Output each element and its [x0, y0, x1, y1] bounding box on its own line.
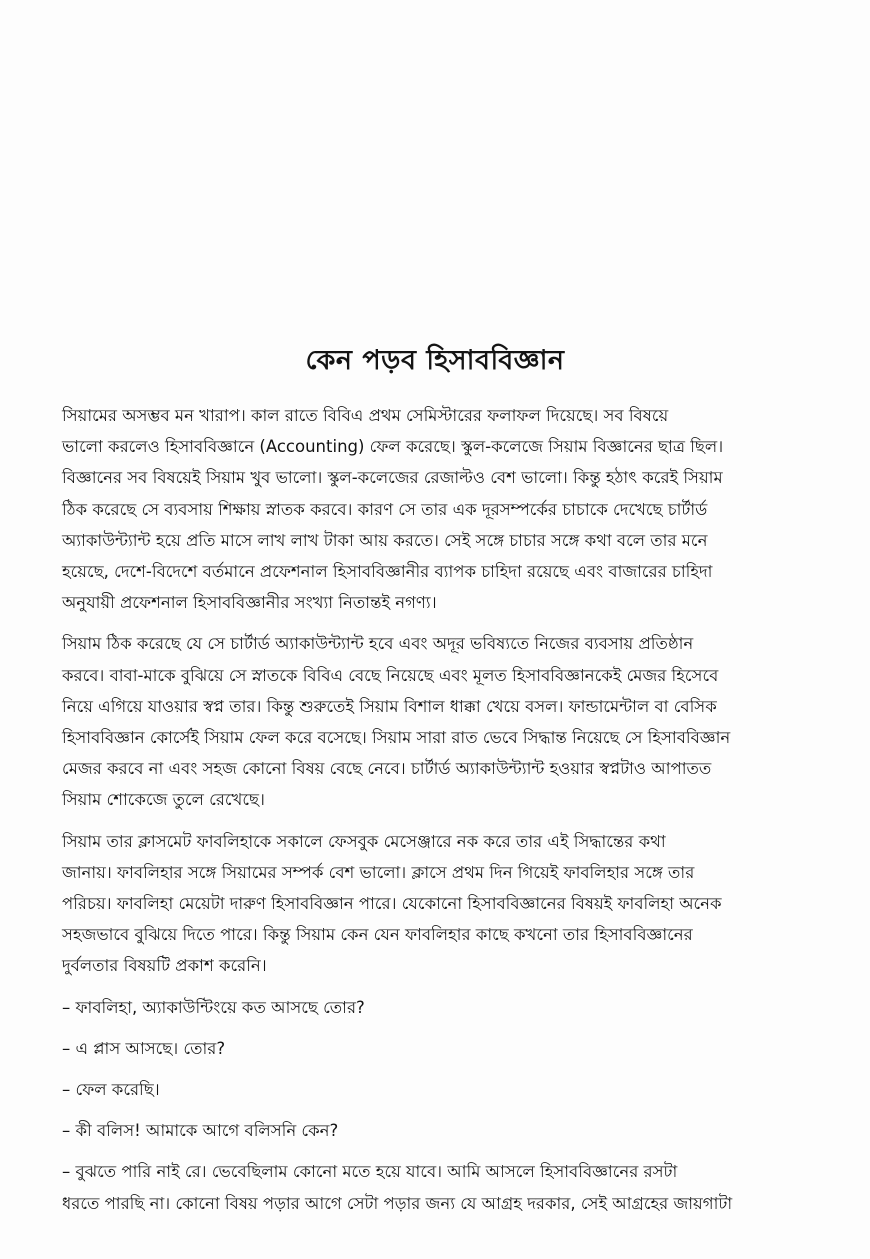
text-line: জানায়। ফাবলিহার সঙ্গে সিয়ামের সম্পর্ক বেশ ভালো। ক্লাসে প্রথম দিন গিয়েই ফাবলিহার সঙ্গে তার [62, 862, 695, 882]
text-line: সিয়াম তার ক্লাসমেট ফাবলিহাকে সকালে ফেসবুক মেসেঞ্জারে নক করে তার এই সিদ্ধান্তের কথা [62, 831, 666, 851]
dialogue-line: – ফেল করেছি। [62, 1080, 160, 1100]
text-line: – বুঝতে পারি নাই রে। ভেবেছিলাম কোনো মতে হয়ে যাবে। আমি আসলে হিসাববিজ্ঞানের রসটা [62, 1162, 678, 1182]
text-line: নিয়ে এগিয়ে যাওয়ার স্বপ্ন তার। কিন্তু শুরুতেই সিয়াম বিশাল ধাক্কা খেয়ে বসল। ফান্ডামেন্টাল বা বেসিক [62, 696, 717, 716]
chapter-title: কেন পড়ব হিসাববিজ্ঞান [305, 345, 565, 376]
text-line: সহজভাবে বুঝিয়ে দিতে পারে। কিন্তু সিয়াম কেন যেন ফাবলিহার কাছে কখনো তার হিসাববিজ্ঞানের [62, 925, 693, 945]
text-line: অ্যাকাউন্ট্যান্ট হয়ে প্রতি মাসে লাখ লাখ টাকা আয় করতে। সেই সঙ্গে চাচার সঙ্গে কথা বলে তার মনে [62, 530, 708, 550]
text-line: ভালো করলেও হিসাববিজ্ঞানে (Accounting) ফেল করেছে। স্কুল-কলেজে সিয়াম বিজ্ঞানের ছাত্র ছিল। [62, 437, 724, 457]
text-line: ধরতে পারছি না। কোনো বিষয় পড়ার আগে সেটা পড়ার জন্য যে আগ্রহ দরকার, সেই আগ্রহের জায়গাটা [62, 1193, 733, 1213]
paragraph-last [62, 1156, 814, 1218]
paragraph-2 [62, 628, 814, 815]
paragraph-3 [62, 826, 814, 982]
text-line: করবে। বাবা-মাকে বুঝিয়ে সে স্নাতকে বিবিএ বেছে নিয়েছে এবং মূলত হিসাববিজ্ঞানকেই মেজর হিসেবে [62, 665, 719, 685]
text-line: মেজর করবে না এবং সহজ কোনো বিষয় বেছে নেবে। চার্টার্ড অ্যাকাউন্ট্যান্ট হওয়ার স্বপ্নটাও আপাতত [62, 759, 712, 779]
dialogue-line: – কী বলিস! আমাকে আগে বলিসনি কেন? [62, 1121, 339, 1141]
dialogue-line: – ফাবলিহা, অ্যাকাউন্টিংয়ে কত আসছে তোর? [62, 997, 365, 1017]
dialogue-line: – এ প্লাস আসছে। তোর? [62, 1038, 226, 1058]
text-line: বিজ্ঞানের সব বিষয়েই সিয়াম খুব ভালো। স্কুল-কলেজের রেজাল্টও বেশ ভালো। কিন্তু হঠাৎ করেই সিয়াম [62, 468, 723, 488]
text-line: দুর্বলতার বিষয়টি প্রকাশ করেনি। [62, 956, 267, 976]
text-line: ঠিক করেছে সে ব্যবসায় শিক্ষায় স্নাতক করবে। কারণ সে তার এক দূরসম্পর্কের চাচাকে দেখেছে চার্টার্ড [62, 499, 708, 519]
text-line: সিয়াম শোকেজে তুলে রেখেছে। [62, 790, 265, 810]
text-line: হয়েছে, দেশে-বিদেশে বর্তমানে প্রফেশনাল হিসাববিজ্ঞানীর ব্যাপক চাহিদা রয়েছে এবং বাজারের চাহিদা [62, 562, 713, 582]
text-line: সিয়াম ঠিক করেছে যে সে চার্টার্ড অ্যাকাউন্ট্যান্ট হবে এবং অদূর ভবিষ্যতে নিজের ব্যবসায় প্রতিষ্ঠান [62, 634, 694, 654]
text-line: পরিচয়। ফাবলিহা মেয়েটা দারুণ হিসাববিজ্ঞান পারে। যেকোনো হিসাববিজ্ঞানের বিষয়ই ফাবলিহা অনেক [62, 894, 722, 914]
text-line: অনুযায়ী প্রফেশনাল হিসাববিজ্ঞানীর সংখ্যা নিতান্তই নগণ্য। [62, 593, 437, 613]
text-line: সিয়ামের অসম্ভব মন খারাপ। কাল রাতে বিবিএ প্রথম সেমিস্টারের ফলাফল দিয়েছে। সব বিষয়ে [62, 406, 669, 425]
text-line: হিসাববিজ্ঞান কোর্সেই সিয়াম ফেল করে বসেছে। সিয়াম সারা রাত ভেবে সিদ্ধান্ত নিয়েছে সে হিসাববিজ্ঞান [62, 728, 731, 748]
paragraph-1 [62, 400, 814, 618]
chapter-body [62, 400, 814, 1219]
